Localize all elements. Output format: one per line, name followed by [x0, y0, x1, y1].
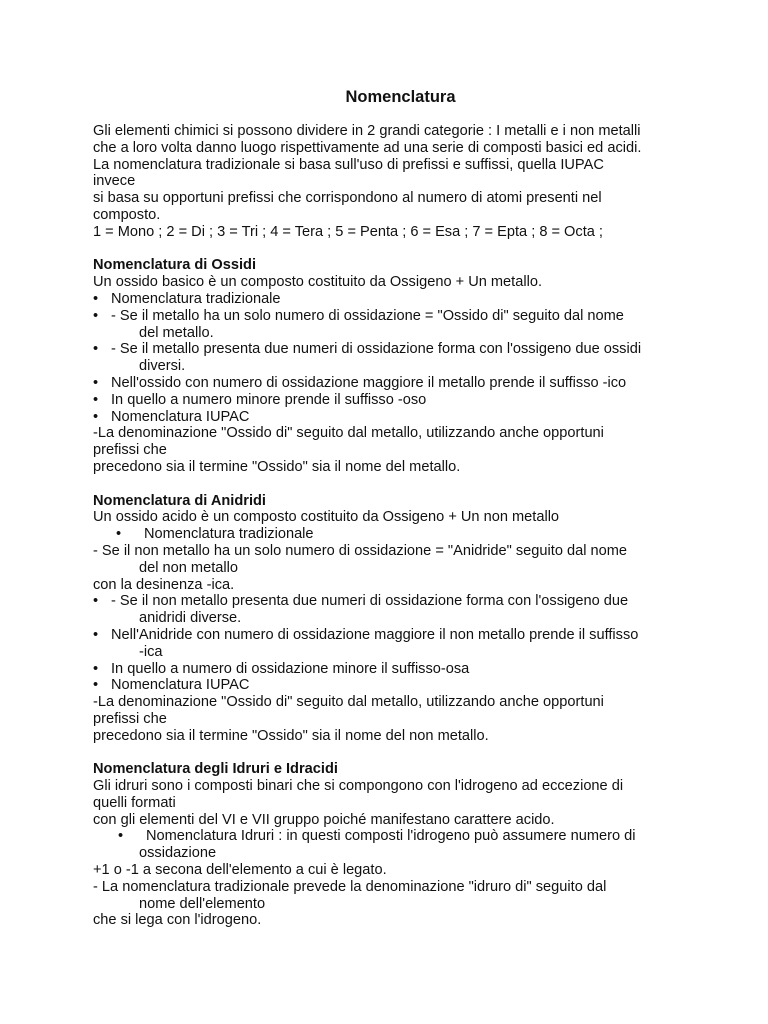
- list-item: [93, 828, 708, 845]
- bullet-icon: •: [93, 341, 99, 358]
- list-item: [93, 661, 708, 678]
- bullet-icon: •: [93, 391, 99, 408]
- text-line: precedono sia il termine "Ossido" sia il nome del metallo.: [93, 458, 461, 475]
- text-line: quelli formati: [93, 794, 176, 811]
- list-item: [93, 677, 708, 694]
- list-item: [93, 627, 708, 644]
- list-item-continuation: anidridi diverse.: [139, 610, 242, 627]
- intro-line: invece: [93, 173, 136, 190]
- text-line: -La denominazione "Ossido di" seguito dal metallo, utilizzando anche opportuni: [93, 694, 604, 711]
- list-item: [93, 341, 708, 358]
- text-line: - La nomenclatura tradizionale prevede la denominazione "idruro di" seguito dal: [93, 878, 607, 895]
- text-line: - Se il non metallo ha un solo numero di ossidazione = "Anidride" seguito dal nome: [93, 542, 628, 559]
- list-item-text: - Se il metallo ha un solo numero di ossidazione = "Ossido di" seguito dal nome: [111, 307, 624, 324]
- section-heading: Nomenclatura degli Idruri e Idracidi: [93, 761, 338, 778]
- intro-line: Gli elementi chimici si possono dividere in 2 grandi categorie : I metalli e i non metalli: [93, 123, 641, 139]
- list-item-continuation: del metallo.: [139, 324, 214, 341]
- text-line: precedono sia il termine "Ossido" sia il nome del non metallo.: [93, 727, 489, 744]
- text-line: Un ossido acido è un composto costituito da Ossigeno + Un non metallo: [93, 509, 560, 526]
- section-idruri: [93, 761, 708, 929]
- list-item-text: In quello a numero di ossidazione minore il suffisso-osa: [111, 660, 470, 677]
- section-ossidi: [93, 257, 708, 475]
- text-line: -La denominazione "Ossido di" seguito dal metallo, utilizzando anche opportuni: [93, 425, 604, 442]
- text-line: +1 o -1 a secona dell'elemento a cui è legato.: [93, 862, 387, 879]
- list-item: [93, 291, 708, 308]
- section-anidridi: [93, 493, 708, 745]
- text-line: Gli idruri sono i composti binari che si compongono con l'idrogeno ad eccezione di: [93, 778, 624, 795]
- intro-line: che a loro volta danno luogo rispettivamente ad una serie di composti basici ed acidi.: [93, 139, 642, 156]
- section-heading: Nomenclatura di Ossidi: [93, 257, 257, 274]
- text-line: con gli elementi del VI e VII gruppo poiché manifestano carattere acido.: [93, 811, 555, 828]
- section-heading: Nomenclatura di Anidridi: [93, 492, 266, 509]
- bullet-icon: •: [93, 374, 99, 391]
- bullet-icon: •: [118, 828, 124, 845]
- text-line: prefissi che: [93, 442, 167, 459]
- list-item-text: In quello a numero minore prende il suffisso -oso: [111, 391, 427, 408]
- intro-line: La nomenclatura tradizionale si basa sull'uso di prefissi e suffissi, quella IUPAC: [93, 156, 604, 173]
- intro-line: composto.: [93, 206, 161, 223]
- text-line: con la desinenza -ica.: [93, 576, 235, 593]
- bullet-icon: •: [93, 307, 99, 324]
- list-item: [93, 593, 708, 610]
- list-item-text: Nomenclatura IUPAC: [111, 677, 250, 694]
- list-item: [93, 409, 708, 426]
- list-item: [93, 375, 708, 392]
- list-item-text: - Se il non metallo presenta due numeri di ossidazione forma con l'ossigeno due: [111, 593, 629, 610]
- bullet-icon: •: [93, 660, 99, 677]
- intro-line: si basa su opportuni prefissi che corrispondono al numero di atomi presenti nel: [93, 190, 602, 207]
- list-item-continuation: diversi.: [139, 358, 186, 375]
- list-item-text: - Se il metallo presenta due numeri di ossidazione forma con l'ossigeno due ossidi: [111, 341, 642, 358]
- list-item-text: Nomenclatura tradizionale: [144, 526, 314, 543]
- list-item-text: Nomenclatura tradizionale: [111, 290, 281, 307]
- list-item-text: Nomenclatura IUPAC: [111, 408, 250, 425]
- list-item: [93, 526, 708, 543]
- document-title: Nomenclatura: [345, 88, 456, 106]
- text-continuation: del non metallo: [139, 559, 238, 576]
- text-line: prefissi che: [93, 710, 167, 727]
- list-item-text: Nell'ossido con numero di ossidazione maggiore il metallo prende il suffisso -ico: [111, 374, 627, 391]
- text-continuation: nome dell'elemento: [139, 895, 266, 912]
- bullet-icon: •: [93, 408, 99, 425]
- intro-line: 1 = Mono ; 2 = Di ; 3 = Tri ; 4 = Tera ; 5 = Penta ; 6 = Esa ; 7 = Epta ; 8 = Octa ;: [93, 223, 603, 240]
- list-item-text: Nomenclatura Idruri : in questi composti l'idrogeno può assumere numero di: [146, 828, 636, 845]
- bullet-icon: •: [93, 290, 99, 307]
- intro-paragraph: [93, 123, 708, 241]
- bullet-icon: •: [93, 593, 99, 610]
- list-item-continuation: ossidazione: [139, 845, 217, 862]
- list-item-continuation: -ica: [139, 643, 163, 660]
- list-item: [93, 308, 708, 325]
- bullet-icon: •: [93, 626, 99, 643]
- list-item-text: Nell'Anidride con numero di ossidazione maggiore il non metallo prende il suffisso: [111, 626, 639, 643]
- bullet-icon: •: [115, 526, 122, 543]
- list-item: [93, 392, 708, 409]
- bullet-icon: •: [93, 677, 99, 694]
- text-line: che si lega con l'idrogeno.: [93, 912, 262, 929]
- text-line: Un ossido basico è un composto costituito da Ossigeno + Un metallo.: [93, 274, 543, 291]
